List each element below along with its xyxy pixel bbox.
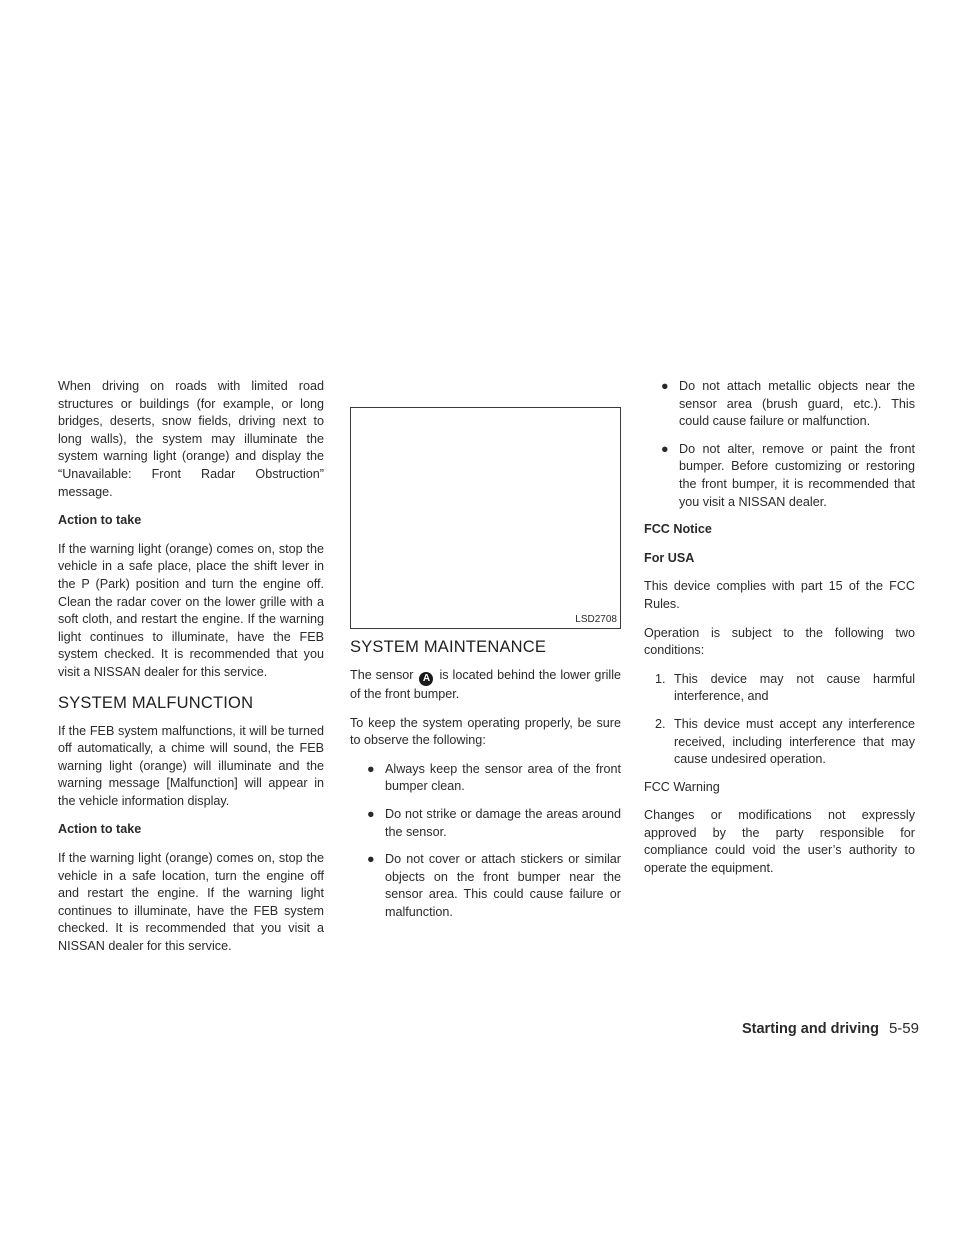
list-item-text: Do not cover or attach stickers or similar objects on the front bumper near the sensor area. This could cause failure or malfunction. [385,852,621,919]
maintenance-bullet-list [350,761,621,922]
list-item-text: Do not alter, remove or paint the front bumper. Before customizing or restoring the front bumper, it is recommended that you visit a NISSAN dealer. [679,441,915,509]
list-item [350,806,621,841]
bullet-icon: ● [367,852,375,867]
right-column [644,378,915,889]
footer-section-title: Starting and driving [741,1021,879,1037]
list-item-text: Do not attach metallic objects near the sensor area (brush guard, etc.). This could cause failure or malfunction. [679,379,915,429]
fcc-warning-label: FCC Warning [644,779,720,794]
list-item [644,671,915,706]
middle-column [350,407,621,932]
section-heading-maintenance: SYSTEM MAINTENANCE [350,638,547,656]
section-heading-malfunction: SYSTEM MALFUNCTION [58,693,254,712]
list-item [350,851,621,921]
malfunction-paragraph: If the FEB system malfunctions, it will be turned off automatically, a chime will sound, the FEB warning light (orange) will illuminate and the warning message [Malfunction] will appear in the vehicle information display. [58,723,324,808]
page-number: 5-59 [888,1020,919,1037]
bullet-icon: ● [661,379,669,393]
observe-paragraph: To keep the system operating properly, be sure to observe the following: [350,715,621,748]
list-number: 2. [655,716,666,731]
maintenance-bullet-list-continued [644,378,915,511]
action-heading: Action to take [58,822,142,837]
list-number: 1. [655,671,666,686]
action-paragraph: If the warning light (orange) comes on, stop the vehicle in a safe place, place the shift lever in the P (Park) position and turn the engine off. Clean the radar cover on the lower grille with a soft cloth, and restart the engine. If the warning light continues to illuminate, have the FEB system checked. It is recommended that you visit a NISSAN dealer for this service. [58,541,324,679]
list-item-text: This device may not cause harmful interference, and [674,671,915,704]
changes-paragraph: Changes or modifications not expressly approved by the party responsible for compliance could void the user’s authority to operate the equipment. [644,808,915,876]
conditions-list [644,671,915,769]
figure-code: LSD2708 [575,614,617,625]
sensor-figure [350,407,621,629]
list-item-text: Always keep the sensor area of the front bumper clean. [385,761,621,794]
list-item [644,441,915,511]
page-footer [742,1020,919,1038]
list-item [350,761,621,796]
operation-paragraph: Operation is subject to the following two conditions: [644,625,915,658]
list-item [644,378,915,431]
sensor-paragraph [350,667,621,704]
fcc-notice-heading: FCC Notice [644,522,712,537]
action-paragraph: If the warning light (orange) comes on, stop the vehicle in a safe location, turn the engine off and restart the engine. If the warning light continues to illuminate, have the FEB system checked. It is recommended that you visit a NISSAN dealer for this service. [58,851,324,954]
bullet-icon: ● [367,761,375,776]
intro-paragraph: When driving on roads with limited road structures or buildings (for example, or long bridges, deserts, snow fields, driving next to long walls), the system may illuminate the system warning light (orange) and display the “Unavailable: Front Radar Obstruction” message. [58,379,324,499]
sensor-text-after: is located behind the lower grille of the front bumper. [350,668,622,701]
for-usa-heading: For USA [644,550,695,565]
sensor-text-before: The sensor [350,668,414,682]
callout-a-icon: A [419,672,433,686]
bullet-icon: ● [367,806,375,821]
list-item-text: Do not strike or damage the areas around the sensor. [385,806,621,839]
action-heading: Action to take [58,513,142,528]
list-item-text: This device must accept any interference received, including interference that may cause undesired operation. [674,716,915,767]
bullet-icon: ● [661,441,669,456]
left-column [58,378,324,967]
complies-paragraph: This device complies with part 15 of the FCC Rules. [644,579,915,611]
list-item [644,716,915,769]
